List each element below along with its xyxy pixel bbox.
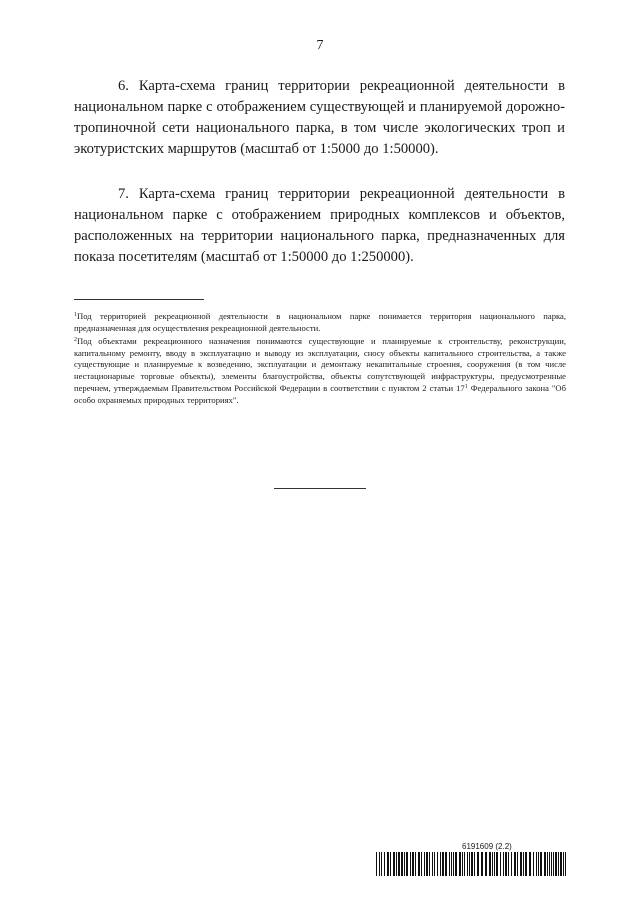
barcode-bar — [432, 852, 433, 876]
barcode-bar — [533, 852, 534, 876]
barcode-bar — [525, 852, 527, 876]
barcode-bar — [418, 852, 420, 876]
barcode-bar — [440, 852, 441, 876]
barcode-bar — [453, 852, 454, 876]
barcode-bar — [469, 852, 470, 876]
barcode-bar — [410, 852, 411, 876]
barcode-bar — [553, 852, 554, 876]
paragraph-7: 7. Карта-схема границ территории рекреационной деятельности в национальном парке с отображением природных комплексов и объектов, расположенных на территории национального парка, предназначенных для показа посетителям (масштаб от 1:50000 до 1:250000). — [74, 186, 565, 265]
end-of-document-line — [274, 488, 366, 489]
barcode-bar — [406, 852, 408, 876]
barcode-bar — [398, 852, 400, 876]
barcode-bar — [424, 852, 425, 876]
barcode-bar — [523, 852, 524, 876]
barcode-bar — [462, 852, 463, 876]
barcode-bar — [426, 852, 428, 876]
barcode-bar — [396, 852, 397, 876]
footnote-1 — [74, 310, 566, 334]
barcode-bar — [544, 852, 546, 876]
barcode-bar — [387, 852, 389, 876]
footnote-2-text: Под объектами рекреационного назначения понимаются существующие и планируемые к строительству, реконструкции, капитальному ремонту, вводу в эксплуатацию и выводу из эксплуатации, сносу объекты капитального строительства, а также существующие и планируемые к возведению, эксплуатации и демонтажу некапитальные строения, сооружения (в том числе нестационарные торговые объекты), элементы благоустройства, объекты сопутствующей инфраструктуры, предусмотренные перечнем, утверждаемым Правительством Российской Федерации в соответствии с пунктом 2 статьи 17 — [74, 336, 566, 394]
footnote-1-text: Под территорией рекреационной деятельности в национальном парке понимается территория национального парка, предназначенная для осуществления рекреационной деятельности. — [74, 311, 566, 333]
barcode-bar — [536, 852, 537, 876]
barcode-bar — [565, 852, 566, 876]
barcode-bar — [404, 852, 405, 876]
barcode-bar — [560, 852, 562, 876]
barcode-bar — [520, 852, 522, 876]
barcode-bar — [401, 852, 403, 876]
footnote-2-marker: 2 — [74, 337, 77, 343]
barcode-bar — [485, 852, 487, 876]
barcode-bar — [563, 852, 564, 876]
barcode-bar — [412, 852, 414, 876]
barcode-bar — [547, 852, 548, 876]
footnote-2-article-sup: 1 — [464, 384, 468, 391]
barcode-bar — [442, 852, 444, 876]
barcode-bar — [429, 852, 430, 876]
footnote-separator — [74, 299, 204, 300]
barcode-bar — [529, 852, 531, 876]
barcode-bar — [505, 852, 507, 876]
barcode-bar — [517, 852, 518, 876]
barcode-bar — [496, 852, 498, 876]
barcode-bar — [449, 852, 450, 876]
barcode-bar — [471, 852, 473, 876]
footnote-2 — [74, 335, 566, 407]
page-number: 7 — [316, 38, 324, 53]
barcode-bar — [464, 852, 465, 876]
barcode-bar — [379, 852, 380, 876]
barcode-bar — [503, 852, 504, 876]
barcode-bar — [381, 852, 382, 876]
barcode-bar — [459, 852, 461, 876]
barcode — [376, 852, 566, 876]
barcode-bar — [481, 852, 483, 876]
barcode-bar — [538, 852, 539, 876]
barcode-bar — [494, 852, 495, 876]
footnote-2-text-end: Федерального закона "Об особо охраняемых природных территориях". — [74, 383, 566, 405]
barcode-bar — [514, 852, 516, 876]
barcode-bar — [434, 852, 435, 876]
barcode-bar — [500, 852, 501, 876]
barcode-bar — [451, 852, 452, 876]
barcode-number: 6191609 (2.2) — [462, 842, 512, 851]
barcode-bar — [421, 852, 422, 876]
barcode-bar — [437, 852, 438, 876]
barcode-bar — [474, 852, 475, 876]
barcode-bar — [467, 852, 468, 876]
barcode-bar — [558, 852, 559, 876]
barcode-bar — [376, 852, 377, 876]
footnote-1-marker: 1 — [74, 312, 77, 318]
barcode-bar — [555, 852, 557, 876]
barcode-bar — [415, 852, 416, 876]
barcode-bar — [489, 852, 491, 876]
barcode-bar — [455, 852, 457, 876]
barcode-bar — [393, 852, 395, 876]
barcode-bar — [551, 852, 552, 876]
barcode-bar — [477, 852, 479, 876]
paragraph-6: 6. Карта-схема границ территории рекреационной деятельности в национальном парке с отображением существующей и планируемой дорожно-тропиночной сети национального парка, в том числе экологических троп и экотуристских маршрутов (масштаб от 1:5000 до 1:50000). — [74, 78, 565, 157]
barcode-bar — [384, 852, 385, 876]
barcode-bar — [492, 852, 493, 876]
barcode-bar — [445, 852, 447, 876]
barcode-bar — [511, 852, 512, 876]
barcode-bar — [540, 852, 542, 876]
barcode-bar — [390, 852, 391, 876]
barcode-bar — [549, 852, 550, 876]
barcode-bar — [508, 852, 509, 876]
